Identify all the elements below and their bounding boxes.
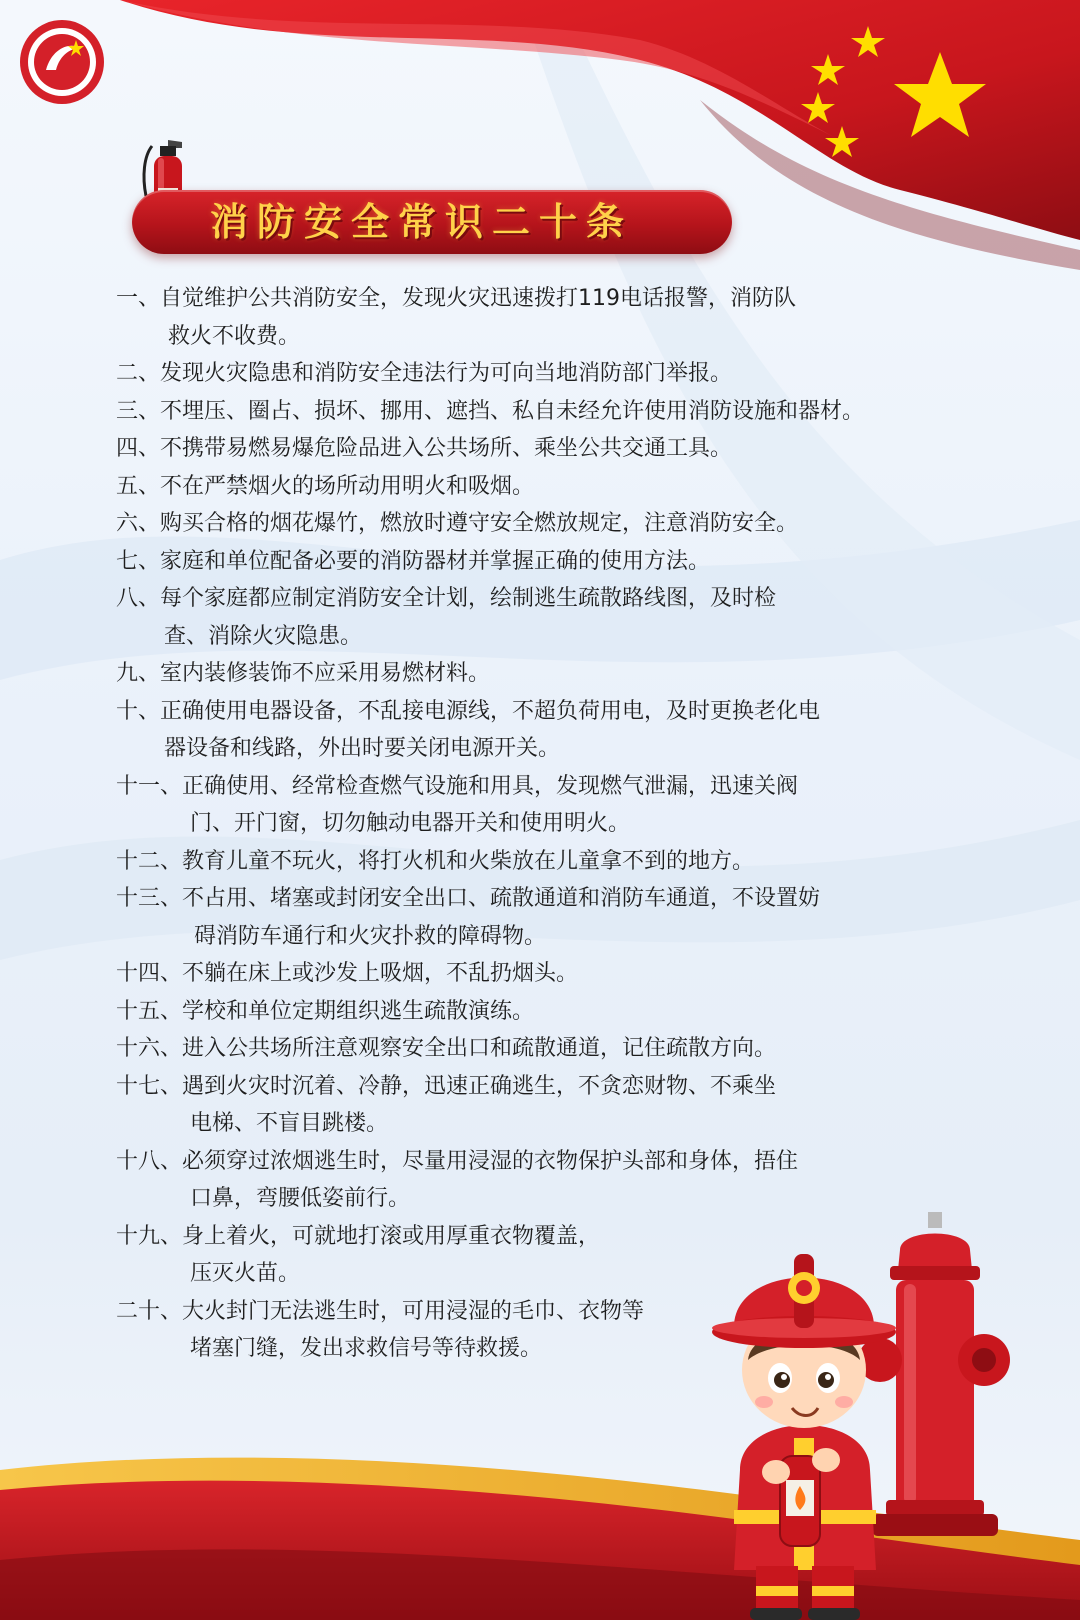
rule-item bbox=[116, 543, 956, 581]
rule-item bbox=[116, 355, 956, 393]
rule-text: 十五、学校和单位定期组织逃生疏散演练。 bbox=[116, 998, 535, 1024]
rule-text-continued: 器设备和线路，外出时要关闭电源开关。 bbox=[164, 736, 561, 761]
rule-item bbox=[116, 1068, 956, 1143]
rule-text: 二、发现火灾隐患和消防安全违法行为可向当地消防部门举报。 bbox=[116, 361, 733, 386]
rule-text: 五、不在严禁烟火的场所动用明火和吸烟。 bbox=[116, 473, 535, 499]
rule-item bbox=[116, 580, 956, 655]
rule-text-continued: 碍消防车通行和火灾扑救的障碍物。 bbox=[194, 923, 547, 949]
rule-text: 九、室内装修装饰不应采用易燃材料。 bbox=[116, 661, 491, 686]
rule-text-continued: 电梯、不盲目跳楼。 bbox=[190, 1111, 389, 1136]
rule-text: 十八、必须穿过浓烟逃生时，尽量用浸湿的衣物保护头部和身体，捂住 bbox=[116, 1148, 799, 1174]
rule-text-continued: 查、消除火灾隐患。 bbox=[164, 623, 363, 649]
rule-item bbox=[116, 955, 956, 993]
rule-text: 三、不埋压、圈占、损坏、挪用、遮挡、私自未经允许使用消防设施和器材。 bbox=[116, 398, 865, 424]
title-banner bbox=[132, 190, 732, 254]
rule-text: 十三、不占用、堵塞或封闭安全出口、疏散通道和消防车通道，不设置妨 bbox=[116, 886, 821, 911]
rule-item bbox=[116, 1030, 956, 1068]
rule-text-continued: 口鼻，弯腰低姿前行。 bbox=[190, 1186, 411, 1211]
rule-text-continued: 堵塞门缝，发出求救信号等待救援。 bbox=[190, 1336, 543, 1361]
rule-text: 十二、教育儿童不玩火，将打火机和火柴放在儿童拿不到的地方。 bbox=[116, 848, 755, 874]
rule-text: 四、不携带易燃易爆危险品进入公共场所、乘坐公共交通工具。 bbox=[116, 436, 733, 461]
rule-text-continued: 压灭火苗。 bbox=[190, 1261, 301, 1286]
rule-text-continued: 救火不收费。 bbox=[168, 323, 301, 349]
rule-text: 十一、正确使用、经常检查燃气设施和用具，发现燃气泄漏，迅速关阀 bbox=[116, 773, 799, 799]
rule-text-continued: 门、开门窗，切勿触动电器开关和使用明火。 bbox=[190, 811, 631, 836]
rule-item bbox=[116, 505, 956, 543]
fire-hydrant-icon bbox=[858, 1212, 1010, 1536]
rule-item bbox=[116, 843, 956, 881]
rule-item bbox=[116, 468, 956, 506]
rule-item bbox=[116, 768, 956, 843]
rule-text: 十九、身上着火，可就地打滚或用厚重衣物覆盖， bbox=[116, 1223, 601, 1249]
rule-text: 十、正确使用电器设备，不乱接电源线，不超负荷用电，及时更换老化电 bbox=[116, 698, 821, 724]
rule-item bbox=[116, 655, 956, 693]
rule-item bbox=[116, 880, 956, 955]
rule-item bbox=[116, 693, 956, 768]
rule-item bbox=[116, 993, 956, 1031]
rule-text: 十四、不躺在床上或沙发上吸烟，不乱扔烟头。 bbox=[116, 961, 579, 986]
rule-text: 六、购买合格的烟花爆竹，燃放时遵守安全燃放规定，注意消防安全。 bbox=[116, 511, 799, 536]
rules-list bbox=[116, 280, 956, 1368]
rule-item bbox=[116, 1143, 956, 1218]
rule-item bbox=[116, 430, 956, 468]
rule-text: 十七、遇到火灾时沉着、冷静，迅速正确逃生，不贪恋财物、不乘坐 bbox=[116, 1073, 777, 1099]
page-title: 消防安全常识二十条 bbox=[210, 200, 634, 244]
rule-item bbox=[116, 393, 956, 431]
rule-text: 七、家庭和单位配备必要的消防器材并掌握正确的使用方法。 bbox=[116, 548, 711, 574]
rule-text: 二十、大火封门无法逃生时，可用浸湿的毛巾、衣物等 bbox=[116, 1298, 645, 1324]
district-office-logo-icon bbox=[18, 18, 106, 106]
rule-text: 八、每个家庭都应制定消防安全计划，绘制逃生疏散路线图，及时检 bbox=[116, 586, 777, 611]
firefighter-mascot-icon bbox=[700, 1210, 1080, 1620]
rule-item bbox=[116, 280, 956, 355]
rule-text: 十六、进入公共场所注意观察安全出口和疏散通道，记住疏散方向。 bbox=[116, 1036, 777, 1061]
rule-text: 一、自觉维护公共消防安全，发现火灾迅速拨打119电话报警，消防队 bbox=[116, 286, 796, 311]
